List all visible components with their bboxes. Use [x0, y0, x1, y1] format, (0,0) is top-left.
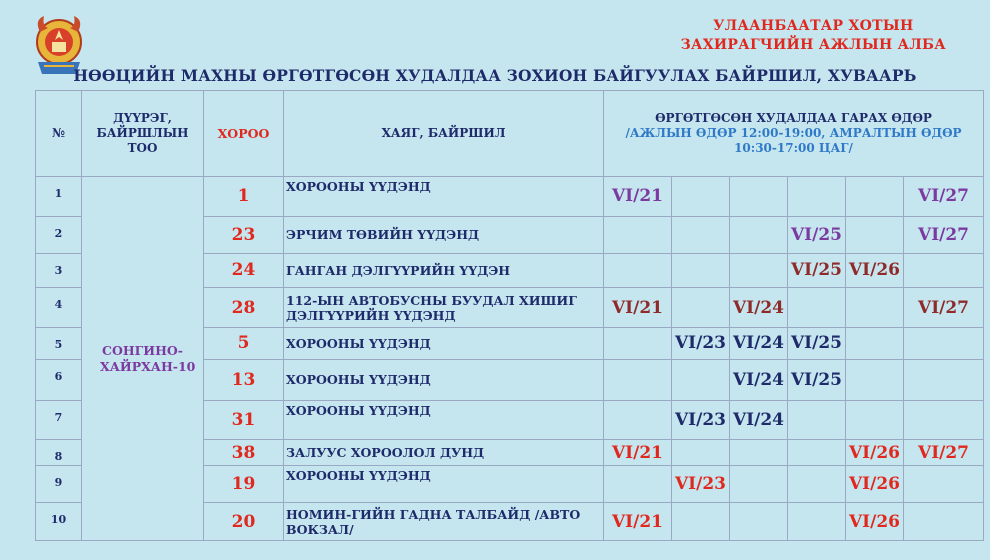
- date-cell: [730, 177, 788, 217]
- address-cell: НОМИН-ГИЙН ГАДНА ТАЛБАЙД /АВТО ВОКЗАЛ/: [284, 503, 604, 541]
- date-cell: [904, 253, 984, 288]
- address-cell: ЗАЛУУС ХОРООЛОЛ ДУНД: [284, 440, 604, 466]
- page-title: НӨӨЦИЙН МАХНЫ ӨРГӨТГӨСӨН ХУДАЛДАА ЗОХИОН БАЙГУУЛАХ БАЙРШИЛ, ХУВААРЬ: [73, 66, 917, 85]
- date-cell: VI/26: [846, 253, 904, 288]
- date-cell: VI/23: [672, 466, 730, 503]
- organization-name: [681, 17, 946, 55]
- date-cell: VI/27: [904, 288, 984, 328]
- date-cell: [788, 288, 846, 328]
- horoo-number: 5: [204, 328, 284, 359]
- header-district: ДҮҮРЭГ, БАЙРШЛЫН ТОО: [82, 91, 204, 177]
- horoo-number: 13: [204, 359, 284, 401]
- address-cell: ХОРООНЫ ҮҮДЭНД: [284, 177, 604, 217]
- date-cell: VI/27: [904, 216, 984, 253]
- date-cell: [730, 216, 788, 253]
- date-cell: VI/25: [788, 328, 846, 359]
- date-cell: [788, 466, 846, 503]
- schedule-title: ӨРГӨТГӨСӨН ХУДАЛДАА ГАРАХ ӨДӨР: [655, 111, 932, 125]
- address-cell: ХОРООНЫ ҮҮДЭНД: [284, 359, 604, 401]
- address-cell: ХОРООНЫ ҮҮДЭНД: [284, 466, 604, 503]
- date-cell: [846, 328, 904, 359]
- date-cell: VI/24: [730, 359, 788, 401]
- date-cell: [904, 503, 984, 541]
- date-cell: VI/25: [788, 253, 846, 288]
- row-number: 2: [36, 216, 82, 253]
- date-cell: [604, 216, 672, 253]
- date-cell: VI/21: [604, 440, 672, 466]
- date-cell: VI/26: [846, 440, 904, 466]
- date-cell: [846, 288, 904, 328]
- date-cell: [672, 177, 730, 217]
- schedule-hours: /АЖЛЫН ӨДӨР 12:00-19:00, АМРАЛТЫН ӨДӨР 10:30-17:00 ЦАГ/: [625, 126, 962, 155]
- date-cell: [788, 440, 846, 466]
- date-cell: VI/24: [730, 288, 788, 328]
- date-cell: VI/27: [904, 440, 984, 466]
- horoo-number: 19: [204, 466, 284, 503]
- date-cell: VI/24: [730, 401, 788, 440]
- date-cell: [730, 253, 788, 288]
- horoo-number: 1: [204, 177, 284, 217]
- row-number: 8: [36, 440, 82, 466]
- date-cell: [846, 177, 904, 217]
- date-cell: [904, 401, 984, 440]
- date-cell: [904, 359, 984, 401]
- horoo-number: 24: [204, 253, 284, 288]
- date-cell: [730, 503, 788, 541]
- row-number: 10: [36, 503, 82, 541]
- header-num: №: [36, 91, 82, 177]
- row-number: 1: [36, 177, 82, 217]
- date-cell: [904, 466, 984, 503]
- date-cell: [788, 503, 846, 541]
- header-row: [36, 91, 984, 177]
- row-number: 7: [36, 401, 82, 440]
- table-row: [36, 177, 984, 217]
- date-cell: VI/25: [788, 216, 846, 253]
- header-horoo: ХОРОО: [204, 91, 284, 177]
- date-cell: VI/21: [604, 288, 672, 328]
- date-cell: [672, 359, 730, 401]
- date-cell: [604, 359, 672, 401]
- address-cell: ХОРООНЫ ҮҮДЭНД: [284, 328, 604, 359]
- horoo-number: 20: [204, 503, 284, 541]
- date-cell: VI/27: [904, 177, 984, 217]
- date-cell: [672, 288, 730, 328]
- address-cell: 112-ЫН АВТОБУСНЫ БУУДАЛ ХИШИГ ДЭЛГҮҮРИЙН ҮҮДЭНД: [284, 288, 604, 328]
- header-address: ХАЯГ, БАЙРШИЛ: [284, 91, 604, 177]
- date-cell: [672, 503, 730, 541]
- address-cell: ЭРЧИМ ТӨВИЙН ҮҮДЭНД: [284, 216, 604, 253]
- date-cell: VI/23: [672, 401, 730, 440]
- schedule-table: [35, 90, 984, 541]
- district-name: СОНГИНО-ХАЙРХАН-10: [82, 177, 204, 541]
- date-cell: VI/26: [846, 466, 904, 503]
- address-cell: ХОРООНЫ ҮҮДЭНД: [284, 401, 604, 440]
- horoo-number: 31: [204, 401, 284, 440]
- date-cell: [846, 216, 904, 253]
- date-cell: [604, 401, 672, 440]
- horoo-number: 28: [204, 288, 284, 328]
- date-cell: VI/21: [604, 503, 672, 541]
- date-cell: VI/26: [846, 503, 904, 541]
- row-number: 5: [36, 328, 82, 359]
- date-cell: [730, 466, 788, 503]
- row-number: 3: [36, 253, 82, 288]
- address-cell: ГАНГАН ДЭЛГҮҮРИЙН ҮҮДЭН: [284, 253, 604, 288]
- date-cell: [604, 328, 672, 359]
- date-cell: [846, 401, 904, 440]
- row-number: 9: [36, 466, 82, 503]
- date-cell: [788, 401, 846, 440]
- date-cell: [672, 216, 730, 253]
- org-line-2: ЗАХИРАГЧИЙН АЖЛЫН АЛБА: [680, 37, 946, 53]
- date-cell: [604, 253, 672, 288]
- date-cell: VI/21: [604, 177, 672, 217]
- date-cell: [788, 177, 846, 217]
- date-cell: VI/25: [788, 359, 846, 401]
- horoo-number: 23: [204, 216, 284, 253]
- header-schedule: [604, 91, 984, 177]
- date-cell: [672, 440, 730, 466]
- date-cell: [904, 328, 984, 359]
- row-number: 4: [36, 288, 82, 328]
- date-cell: VI/24: [730, 328, 788, 359]
- date-cell: [604, 466, 672, 503]
- org-line-1: УЛААНБААТАР ХОТЫН: [713, 18, 914, 34]
- date-cell: [846, 359, 904, 401]
- date-cell: [730, 440, 788, 466]
- row-number: 6: [36, 359, 82, 401]
- date-cell: VI/23: [672, 328, 730, 359]
- date-cell: [672, 253, 730, 288]
- horoo-number: 38: [204, 440, 284, 466]
